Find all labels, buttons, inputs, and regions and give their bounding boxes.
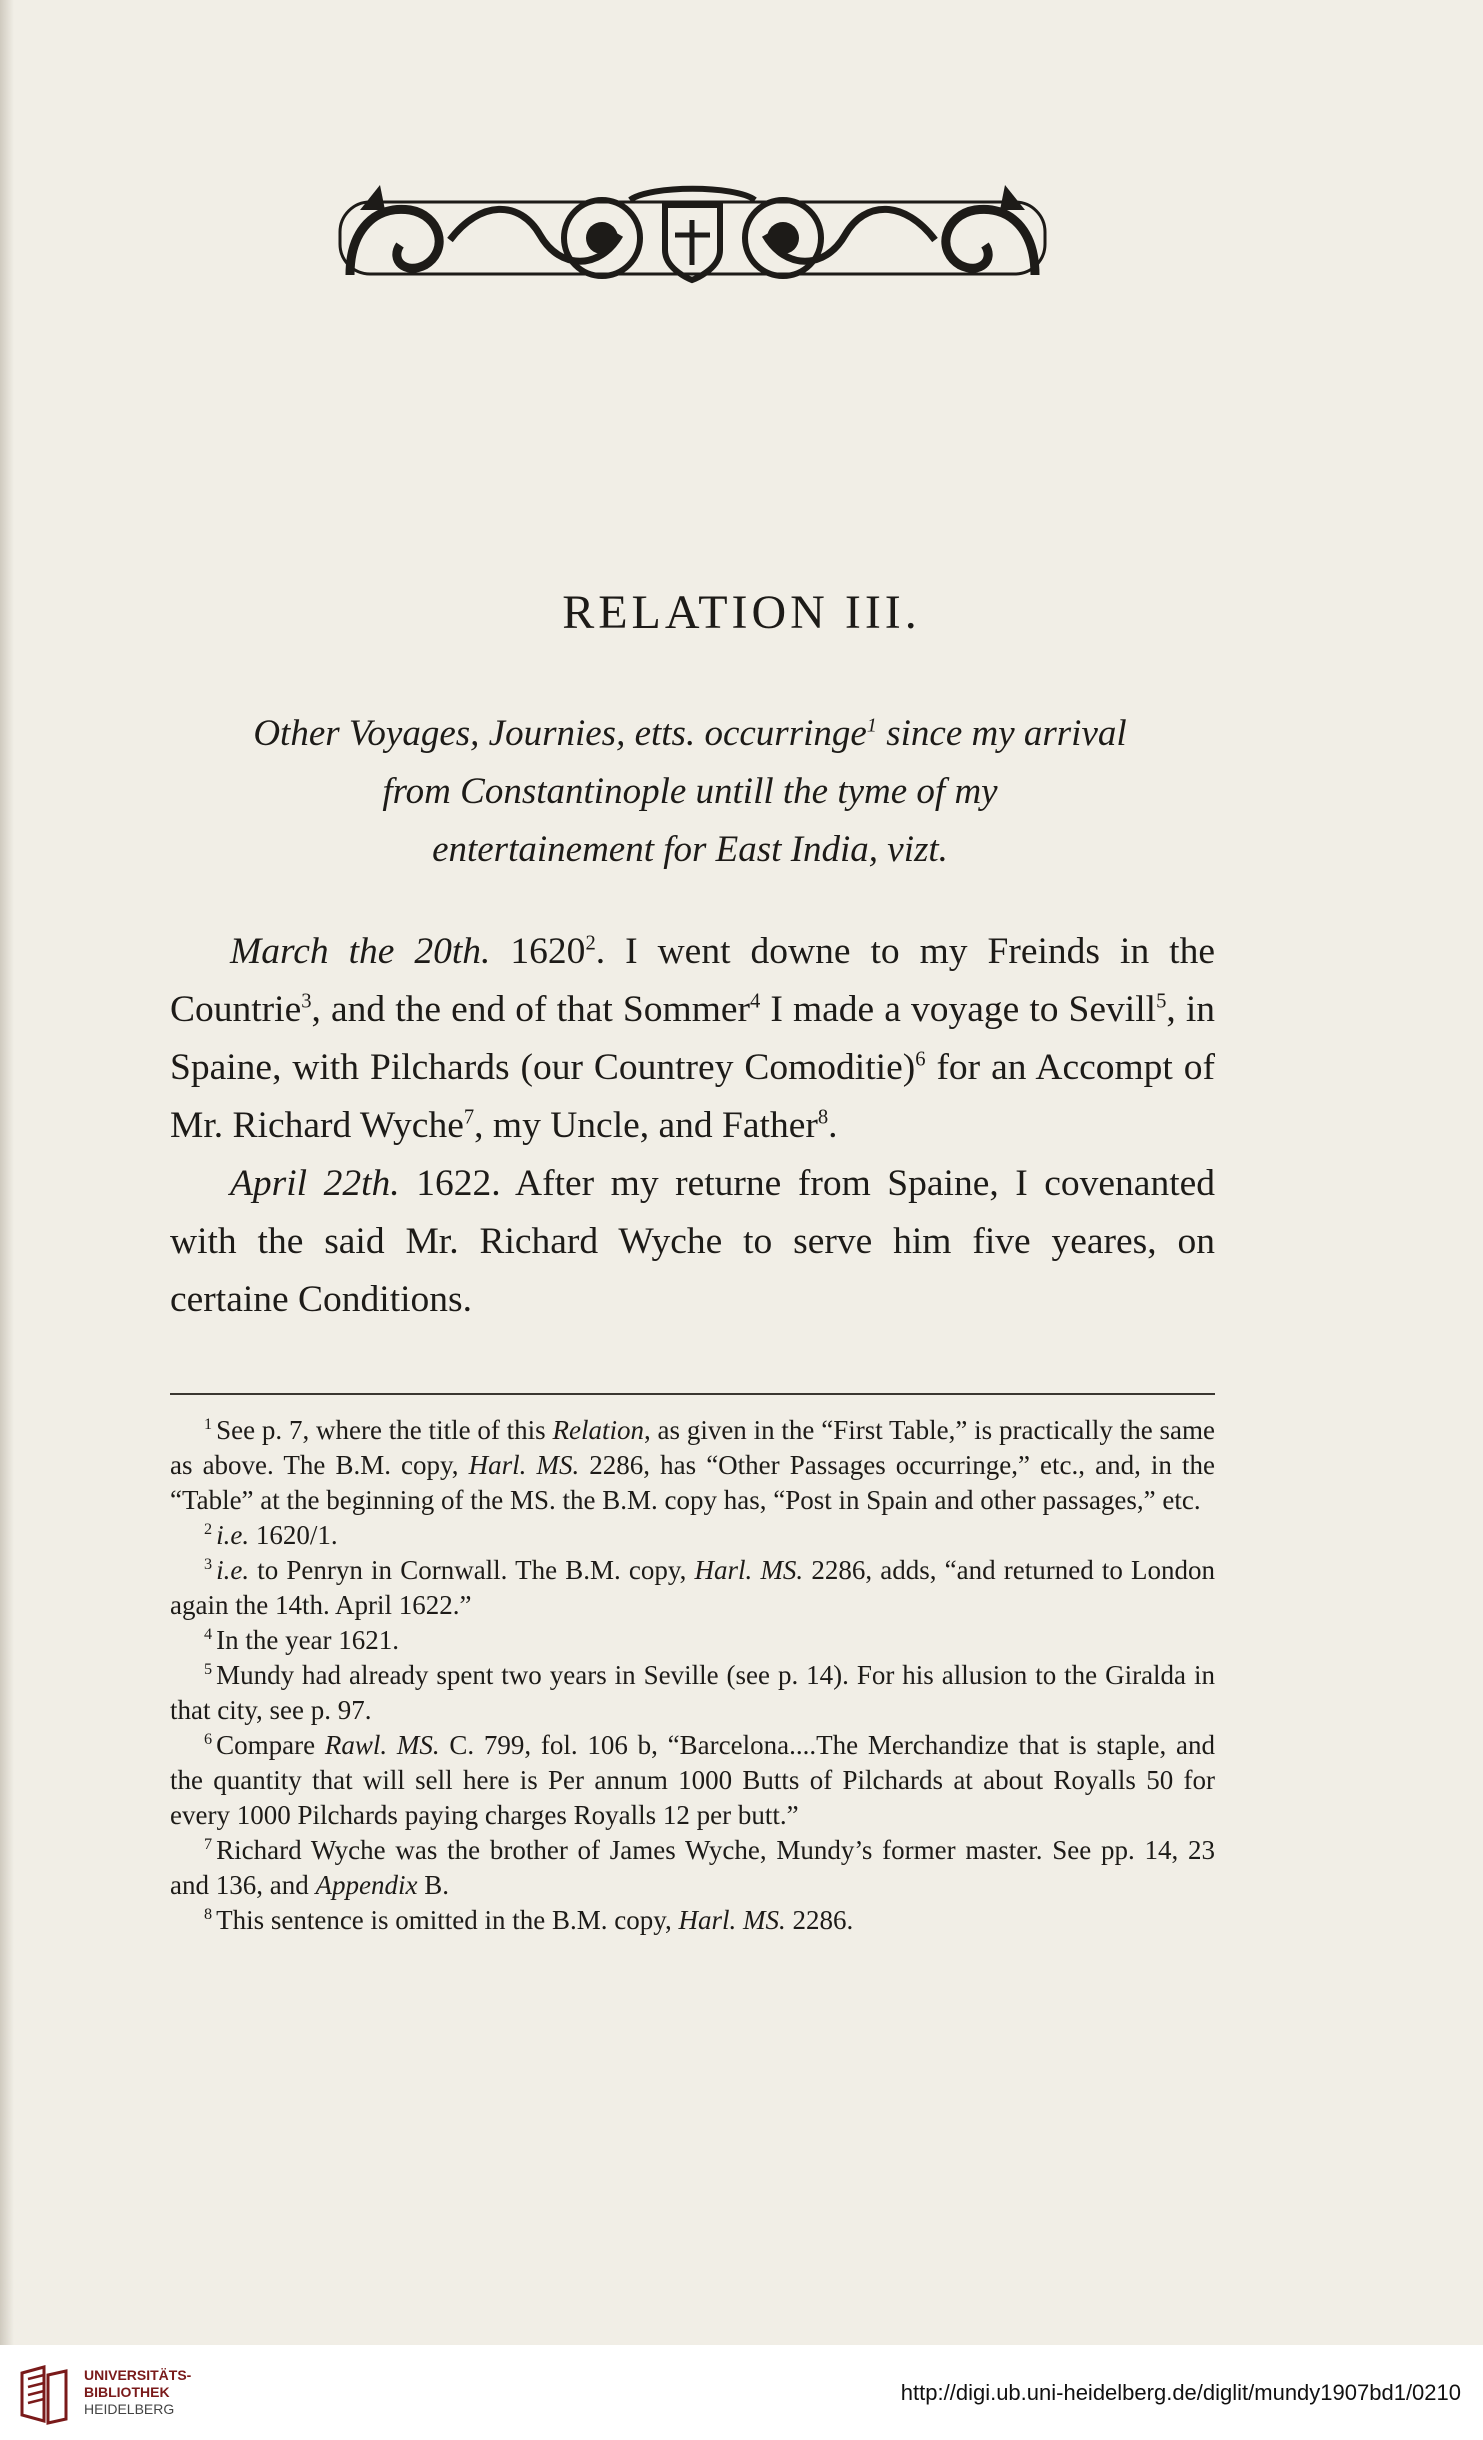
chapter-subtitle: [150, 705, 1230, 879]
footnote: [170, 1518, 1215, 1553]
footnote-text: to Penryn in Cornwall. The B.M. copy,: [249, 1555, 695, 1585]
subtitle-line-2: from Constantinople untill the tyme of my: [382, 771, 998, 812]
footnote-text: B.: [417, 1870, 449, 1900]
subtitle-line-3: entertainement for East India, vizt.: [432, 829, 948, 870]
footnote: [170, 1413, 1215, 1518]
footnote-text: Harl. MS.: [694, 1555, 804, 1585]
footnote-text: Mundy had already spent two years in Seville (see p. 14). For his allusion to the Giralda in that city, see p. 97.: [170, 1660, 1215, 1725]
footnote-text: Relation: [552, 1415, 644, 1445]
paragraph-march: March the 20th. 1620$^2$. I went downe to my Freinds in the Countrie$^3$, and the end of that Sommer$^4$ I made a voyage to Sevill$^5$, in Spaine, with Pilchards (our Countrey Comoditie)$^6$ for an Accompt of Mr. Richard Wyche$^7$, my Uncle, and Father$^8$.: [170, 931, 1216, 1146]
footnote-text: Compare: [216, 1730, 325, 1760]
footnote: [170, 1623, 1215, 1658]
chapter-heading: RELATION III.: [562, 586, 921, 639]
footnote-number: 5: [204, 1660, 213, 1678]
footnote-number: 6: [204, 1730, 213, 1748]
footnote-number: 1: [204, 1415, 213, 1433]
footnote: [170, 1833, 1215, 1903]
footnote-text: , as given in the “First Table,” is practically the same as above. The B.M. copy,: [170, 1415, 1215, 1480]
footnote-text: In the year 1621.: [216, 1625, 400, 1655]
entry-date: April 22th.: [230, 1163, 400, 1204]
footnote-text: 2286.: [785, 1905, 854, 1935]
source-url[interactable]: http://digi.ub.uni-heidelberg.de/diglit/mundy1907bd1/0210: [900, 2380, 1461, 2405]
footnote-number: 3: [204, 1555, 213, 1573]
decorative-headpiece-icon: [330, 180, 1055, 295]
footnote: [170, 1903, 1215, 1938]
paragraph-april: April 22th. 1622. After my returne from Spaine, I covenanted with the said Mr. Richard Wyche to serve him five yeares, on certaine Conditions.: [170, 1163, 1216, 1320]
footnote-text: Rawl. MS.: [324, 1730, 440, 1760]
footnote-text: 2286, adds, “and returned to London again the 14th. April 1622.”: [170, 1555, 1216, 1620]
footnote-text: Appendix: [315, 1870, 418, 1900]
footnote-number: 4: [204, 1625, 213, 1643]
library-name[interactable]: UNIVERSITÄTS- BIBLIOTHEK HEIDELBERG: [84, 2367, 192, 2417]
footnote-text: i.e.: [216, 1520, 250, 1550]
footnote-number: 8: [204, 1905, 213, 1923]
footnote-text: C. 799, fol. 106 b, “Barcelona....The Merchandize that is staple, and the quantity that will sell here is Per annum 1000 Butts of Pilchards at about Royalls 50 for every 1000 Pilchards paying charges Royalls 12 per butt.”: [170, 1730, 1215, 1830]
entry-date: March the 20th.: [230, 931, 491, 972]
footnote-text: 1620/1.: [249, 1520, 338, 1550]
subtitle-line-1: Other Voyages, Journies, etts. occurringe$^1$ since my arrival: [253, 713, 1127, 754]
footnote-text: Harl. MS.: [678, 1905, 786, 1935]
footnote-divider: [170, 1393, 1215, 1395]
footnote: [170, 1658, 1215, 1728]
footnote: [170, 1728, 1215, 1833]
footnote-text: Richard Wyche was the brother of James Wyche, Mundy’s former master. See pp. 14, 23 and 136, and: [170, 1835, 1215, 1900]
footnote-number: 2: [204, 1520, 213, 1538]
footnote-text: This sentence is omitted in the B.M. copy,: [216, 1905, 679, 1935]
footnote-text: See p. 7, where the title of this: [216, 1415, 553, 1445]
footnote-text: 2286, has “Other Passages occurringe,” etc., and, in the “Table” at the beginning of the MS. the B.M. copy has, “Post in Spain and other passages,” etc.: [170, 1450, 1215, 1515]
footnote-number: 7: [204, 1835, 213, 1853]
footnote-text: i.e.: [216, 1555, 250, 1585]
footnote-text: Harl. MS.: [468, 1450, 580, 1480]
library-logo-icon[interactable]: [16, 2365, 72, 2425]
footnotes: [170, 1413, 1215, 1938]
main-text: [170, 923, 1215, 1329]
page-edge-shadow: [0, 0, 14, 2440]
footnote: [170, 1553, 1215, 1623]
